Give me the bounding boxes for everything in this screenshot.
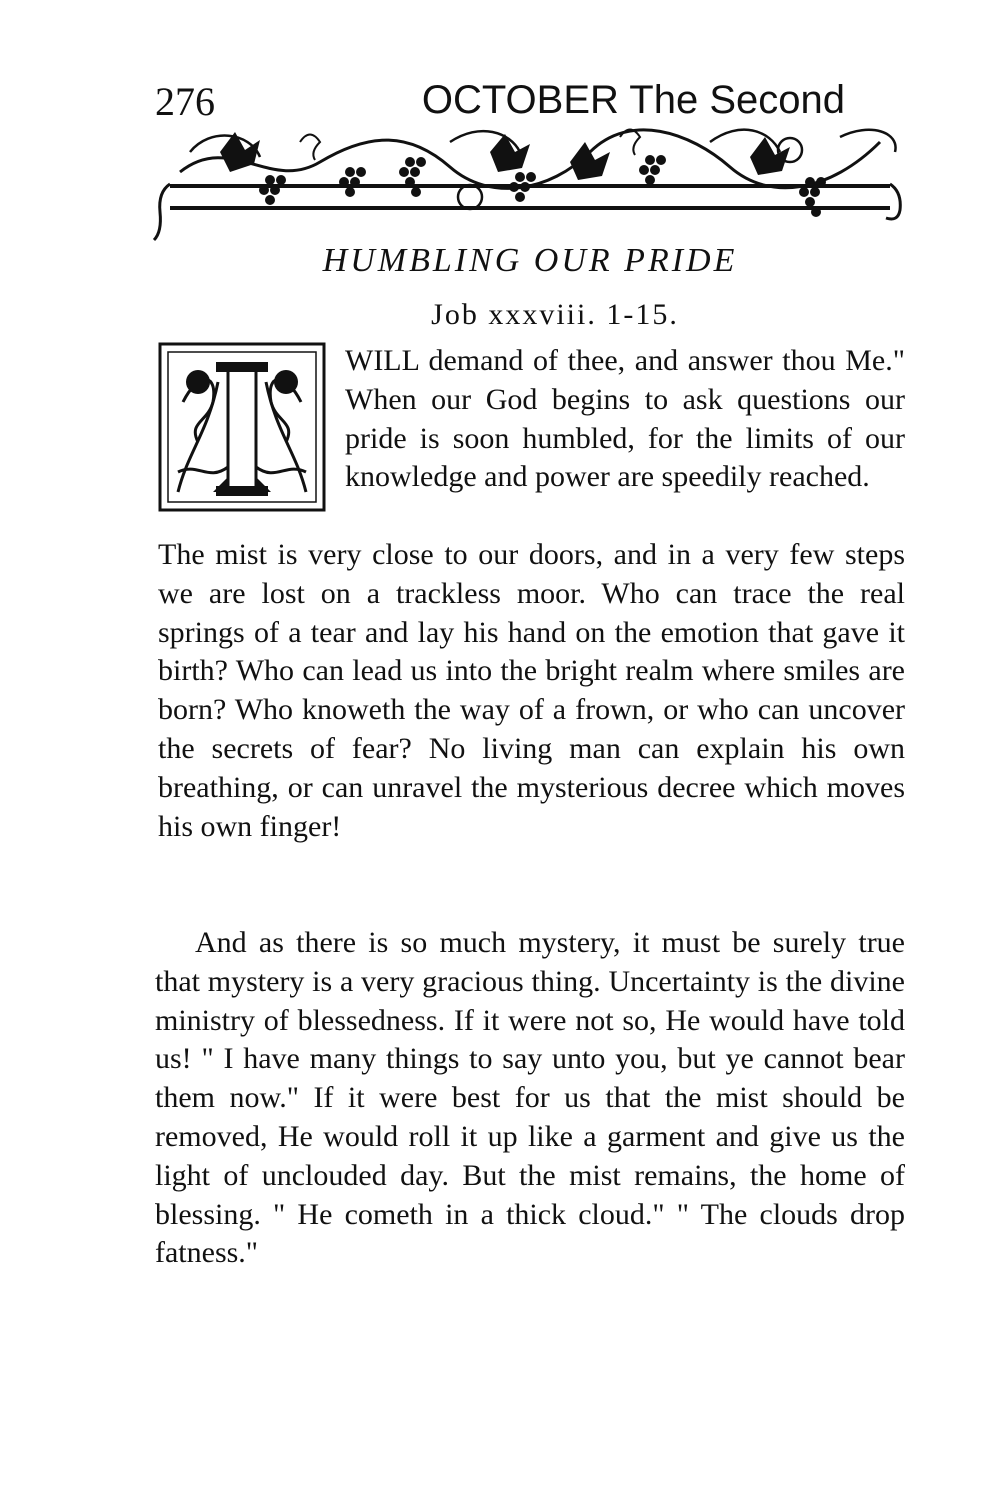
scripture-reference: Job xxxviii. 1-15. [431, 298, 679, 331]
running-title: OCTOBER The Second [421, 78, 845, 122]
paragraph-2: And as there is so much mystery, it must be surely true that mystery is a very gracious thing. Uncertainty is the divine ministry of blessedness. If it were not so, He would have told us! " I have many things to say unto you, but ye cannot bear them now." If it were best for us that the mist should be removed, He would roll it up like a garment and give us the light of unclouded day. But the mist remains, the home of blessing. " He cometh in a thick cloud." " The clouds drop fatness." [155, 926, 905, 1270]
drop-cap-illustration [158, 342, 326, 512]
chapter-title: HUMBLING OUR PRIDE [322, 242, 738, 279]
paragraph-1-opening: WILL demand of thee, and answer thou Me." When our God begins to ask questions our pride is soon humbled, for the limits of our knowledge and power are speedily reached. [345, 344, 905, 494]
vine-ornament-icon [150, 122, 910, 242]
paragraph-1-continued: The mist is very close to our doors, and in a very few steps we are lost on a trackless moor. Who can trace the real springs of a tear and lay his hand on the emotion that gave it birth? Who can lead us into the bright realm where smiles are born? Who knoweth the way of a frown, or who can uncover the secrets of fear? No living man can explain his own breathing, or can unravel the mysterious decree which moves his own finger! [158, 538, 905, 843]
page-number: 276 [155, 79, 215, 124]
page-header [155, 78, 905, 128]
drop-cap-letter: I [240, 434, 244, 445]
